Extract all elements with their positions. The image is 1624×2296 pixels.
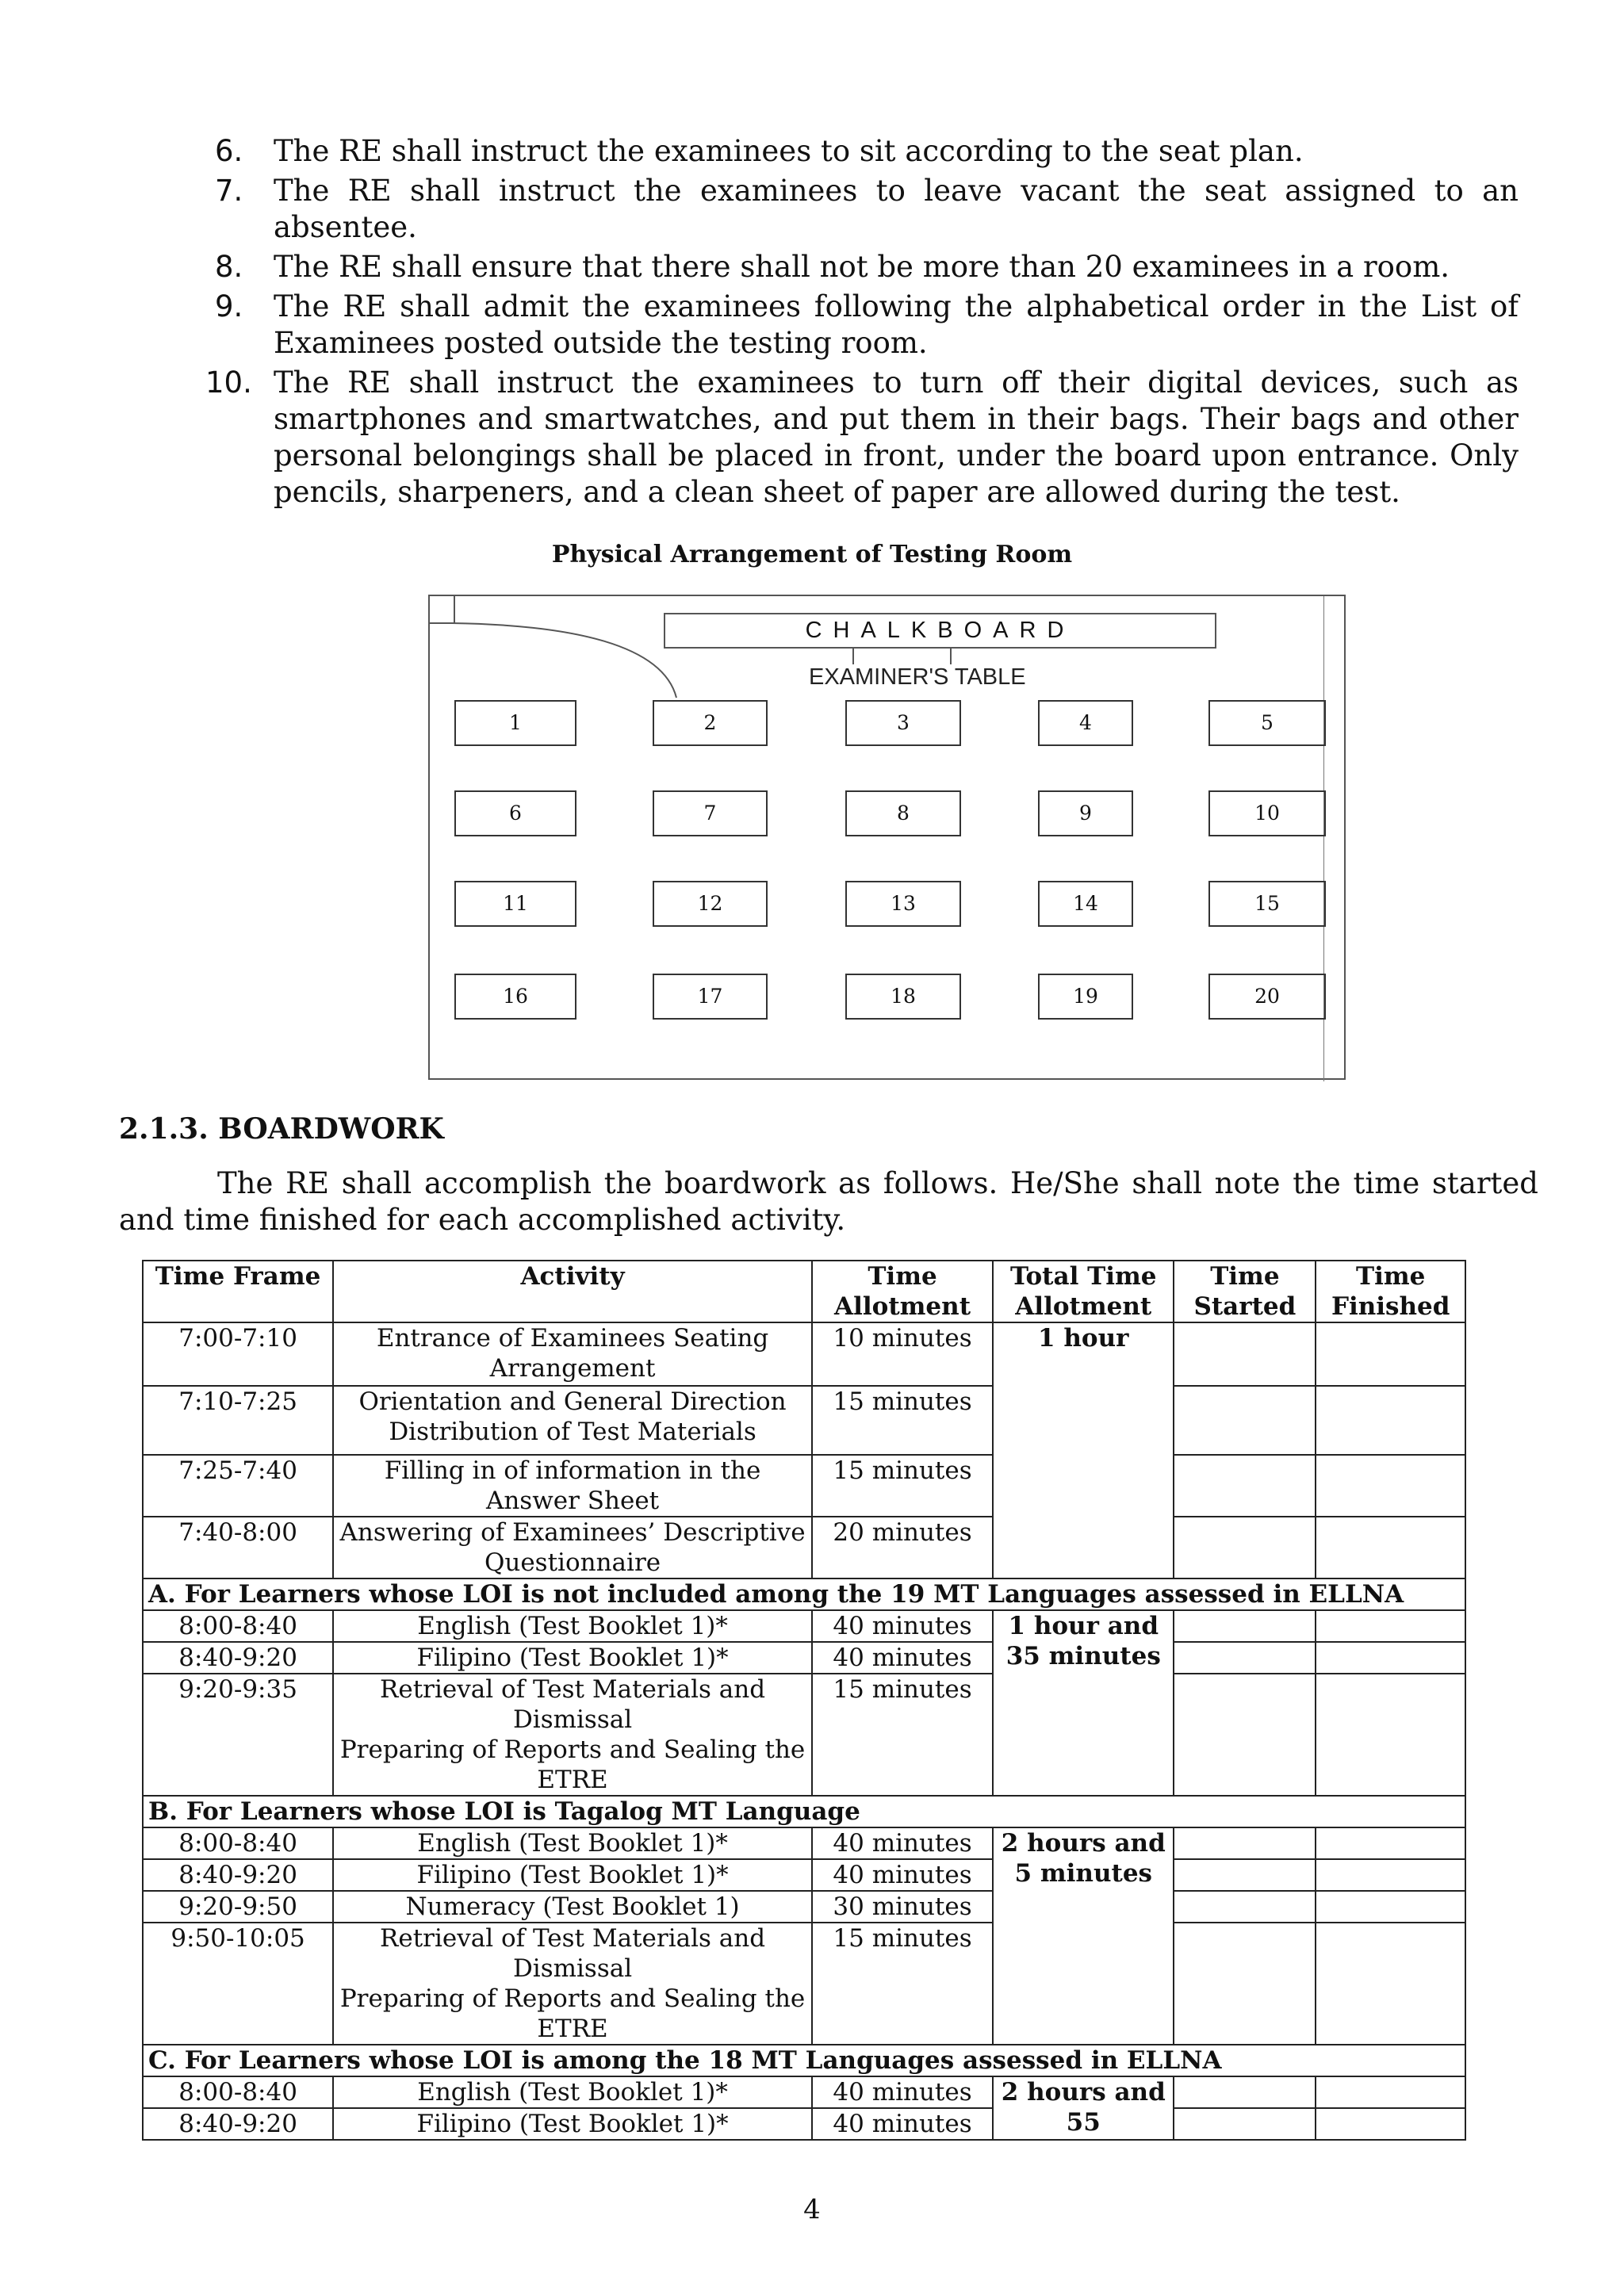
seat: 2 xyxy=(653,700,768,746)
table-marker-line xyxy=(950,649,952,664)
seat: 7 xyxy=(653,790,768,836)
seat: 14 xyxy=(1038,881,1133,927)
seat: 17 xyxy=(653,974,768,1020)
table-row xyxy=(143,1923,1465,2045)
seat: 18 xyxy=(845,974,961,1020)
allotment-cell: 40 minutes xyxy=(812,1642,993,1674)
time-finished-cell[interactable] xyxy=(1316,1455,1465,1517)
table-row xyxy=(143,1455,1465,1517)
time-started-cell[interactable] xyxy=(1174,1322,1316,1386)
time-finished-cell[interactable] xyxy=(1316,1642,1465,1674)
group-a-label: A. For Learners whose LOI is not included among the 19 MT Languages assessed in ELLNA xyxy=(143,1578,1465,1610)
time-started-cell[interactable] xyxy=(1174,1674,1316,1796)
allotment-cell: 40 minutes xyxy=(812,1610,993,1642)
seat: 4 xyxy=(1038,700,1133,746)
list-item xyxy=(210,289,1519,362)
allotment-cell: 15 minutes xyxy=(812,1386,993,1455)
table-row xyxy=(143,1322,1465,1386)
list-number: 6. xyxy=(215,134,243,168)
time-finished-cell[interactable] xyxy=(1316,1859,1465,1891)
figure-title: Physical Arrangement of Testing Room xyxy=(551,541,1073,568)
time-finished-cell[interactable] xyxy=(1316,2076,1465,2108)
activity-cell: Numeracy (Test Booklet 1) xyxy=(333,1891,812,1923)
activity-line: Retrieval of Test Materials and Dismissal xyxy=(380,1675,766,1734)
time-cell: 7:40-8:00 xyxy=(143,1517,333,1578)
table-row xyxy=(143,2108,1465,2140)
activity-line: Preparing of Reports and Sealing the ETRE xyxy=(339,1984,806,2043)
list-item xyxy=(210,133,1519,170)
seat: 8 xyxy=(845,790,961,836)
seat: 5 xyxy=(1208,700,1326,746)
header-total-time: Total Time Allotment xyxy=(993,1261,1174,1322)
time-finished-cell[interactable] xyxy=(1316,1517,1465,1578)
activity-cell: Filipino (Test Booklet 1)* xyxy=(333,2108,812,2140)
activity-cell: Filling in of information in the Answer Sheet xyxy=(333,1455,812,1517)
seat: 13 xyxy=(845,881,961,927)
list-number: 7. xyxy=(215,174,243,208)
seat: 10 xyxy=(1208,790,1326,836)
time-finished-cell[interactable] xyxy=(1316,1891,1465,1923)
time-started-cell[interactable] xyxy=(1174,1827,1316,1859)
time-started-cell[interactable] xyxy=(1174,1642,1316,1674)
total-cell: 1 hour and 35 minutes xyxy=(993,1610,1174,1796)
time-cell: 8:00-8:40 xyxy=(143,1610,333,1642)
time-cell: 9:20-9:35 xyxy=(143,1674,333,1796)
group-row xyxy=(143,1578,1465,1610)
total-cell: 1 hour xyxy=(993,1322,1174,1578)
time-finished-cell[interactable] xyxy=(1316,1827,1465,1859)
list-item xyxy=(205,365,1519,511)
activity-cell: Answering of Examinees’ Descriptive Questionnaire xyxy=(333,1517,812,1578)
boardwork-table xyxy=(142,1260,1466,2141)
time-cell: 8:00-8:40 xyxy=(143,1827,333,1859)
time-cell: 8:40-9:20 xyxy=(143,1642,333,1674)
group-c-label: C. For Learners whose LOI is among the 18 MT Languages assessed in ELLNA xyxy=(143,2045,1465,2076)
time-started-cell[interactable] xyxy=(1174,1923,1316,2045)
numbered-list xyxy=(205,133,1519,514)
list-item xyxy=(210,249,1519,285)
allotment-cell: 10 minutes xyxy=(812,1322,993,1386)
time-finished-cell[interactable] xyxy=(1316,1923,1465,2045)
chalkboard: CHALKBOARD xyxy=(664,613,1216,649)
time-started-cell[interactable] xyxy=(1174,1386,1316,1455)
group-row xyxy=(143,1796,1465,1827)
header-activity: Activity xyxy=(333,1261,812,1322)
seat: 6 xyxy=(454,790,576,836)
time-started-cell[interactable] xyxy=(1174,2108,1316,2140)
list-number: 9. xyxy=(215,289,243,323)
activity-line: Retrieval of Test Materials and Dismissal xyxy=(380,1924,766,1983)
time-finished-cell[interactable] xyxy=(1316,1386,1465,1455)
list-text: The RE shall instruct the examinees to leave vacant the seat assigned to an absentee. xyxy=(274,174,1519,244)
seat: 19 xyxy=(1038,974,1133,1020)
seat: 1 xyxy=(454,700,576,746)
header-time-allotment: Time Allotment xyxy=(812,1261,993,1322)
time-cell: 7:25-7:40 xyxy=(143,1455,333,1517)
header-time-started: Time Started xyxy=(1174,1261,1316,1322)
time-started-cell[interactable] xyxy=(1174,2076,1316,2108)
examiner-table-label: EXAMINER'S TABLE xyxy=(809,664,1026,690)
table-row xyxy=(143,2076,1465,2108)
allotment-cell: 15 minutes xyxy=(812,1674,993,1796)
time-started-cell[interactable] xyxy=(1174,1891,1316,1923)
table-row xyxy=(143,1517,1465,1578)
list-text: The RE shall ensure that there shall not be more than 20 examinees in a room. xyxy=(274,250,1450,284)
group-row xyxy=(143,2045,1465,2076)
time-finished-cell[interactable] xyxy=(1316,2108,1465,2140)
seat: 9 xyxy=(1038,790,1133,836)
activity-cell: English (Test Booklet 1)* xyxy=(333,1610,812,1642)
allotment-cell: 40 minutes xyxy=(812,1859,993,1891)
seat: 15 xyxy=(1208,881,1326,927)
table-header-row xyxy=(143,1261,1465,1322)
table-row xyxy=(143,1859,1465,1891)
time-finished-cell[interactable] xyxy=(1316,1610,1465,1642)
activity-cell: English (Test Booklet 1)* xyxy=(333,1827,812,1859)
time-cell: 8:40-9:20 xyxy=(143,1859,333,1891)
activity-cell xyxy=(333,1674,812,1796)
time-cell: 8:00-8:40 xyxy=(143,2076,333,2108)
list-text: The RE shall admit the examinees following the alphabetical order in the List of Examinees posted outside the testing room. xyxy=(274,289,1519,360)
seat: 12 xyxy=(653,881,768,927)
table-row xyxy=(143,1642,1465,1674)
table-row xyxy=(143,1891,1465,1923)
list-number: 8. xyxy=(215,250,243,284)
activity-cell: Filipino (Test Booklet 1)* xyxy=(333,1859,812,1891)
header-time-finished: Time Finished xyxy=(1316,1261,1465,1322)
section-paragraph: The RE shall accomplish the boardwork as follows. He/She shall note the time started and time finished for each accomplished activity. xyxy=(119,1166,1538,1237)
time-cell: 7:10-7:25 xyxy=(143,1386,333,1455)
list-text: The RE shall instruct the examinees to turn off their digital devices, such as smartphones and smartwatches, and put them in their bags. Their bags and other personal belongings shall be placed in front, under the board upon entrance. Only pencils, sharpeners, and a clean sheet of paper are allowed during the test. xyxy=(274,365,1519,509)
time-cell: 7:00-7:10 xyxy=(143,1322,333,1386)
activity-cell: English (Test Booklet 1)* xyxy=(333,2076,812,2108)
group-b-label: B. For Learners whose LOI is Tagalog MT Language xyxy=(143,1796,1465,1827)
seat: 11 xyxy=(454,881,576,927)
activity-cell xyxy=(333,1923,812,2045)
list-text: The RE shall instruct the examinees to sit according to the seat plan. xyxy=(274,134,1304,168)
seat: 20 xyxy=(1208,974,1326,1020)
list-number: 10. xyxy=(205,365,252,400)
table-row xyxy=(143,1674,1465,1796)
time-started-cell[interactable] xyxy=(1174,1455,1316,1517)
time-cell: 8:40-9:20 xyxy=(143,2108,333,2140)
seat: 3 xyxy=(845,700,961,746)
time-finished-cell[interactable] xyxy=(1316,1674,1465,1796)
time-started-cell[interactable] xyxy=(1174,1517,1316,1578)
list-item xyxy=(210,173,1519,246)
allotment-cell: 40 minutes xyxy=(812,1827,993,1859)
table-marker-line xyxy=(852,649,854,664)
allotment-cell: 30 minutes xyxy=(812,1891,993,1923)
time-started-cell[interactable] xyxy=(1174,1859,1316,1891)
section-heading: 2.1.3. BOARDWORK xyxy=(119,1112,444,1146)
allotment-cell: 20 minutes xyxy=(812,1517,993,1578)
total-cell: 2 hours and 55 xyxy=(993,2076,1174,2140)
allotment-cell: 15 minutes xyxy=(812,1923,993,2045)
header-time-frame: Time Frame xyxy=(143,1261,333,1322)
time-started-cell[interactable] xyxy=(1174,1610,1316,1642)
time-cell: 9:20-9:50 xyxy=(143,1891,333,1923)
allotment-cell: 15 minutes xyxy=(812,1455,993,1517)
allotment-cell: 40 minutes xyxy=(812,2076,993,2108)
table-row xyxy=(143,1386,1465,1455)
activity-cell: Entrance of Examinees Seating Arrangement xyxy=(333,1322,812,1386)
total-cell: 2 hours and 5 minutes xyxy=(993,1827,1174,2045)
table-row xyxy=(143,1610,1465,1642)
time-finished-cell[interactable] xyxy=(1316,1322,1465,1386)
page-number: 4 xyxy=(803,2194,821,2225)
activity-cell: Filipino (Test Booklet 1)* xyxy=(333,1642,812,1674)
activity-cell: Orientation and General Direction Distribution of Test Materials xyxy=(333,1386,812,1455)
door-icon xyxy=(428,595,682,706)
seat: 16 xyxy=(454,974,576,1020)
activity-line: Preparing of Reports and Sealing the ETRE xyxy=(339,1735,806,1794)
table-row xyxy=(143,1827,1465,1859)
allotment-cell: 40 minutes xyxy=(812,2108,993,2140)
time-cell: 9:50-10:05 xyxy=(143,1923,333,2045)
